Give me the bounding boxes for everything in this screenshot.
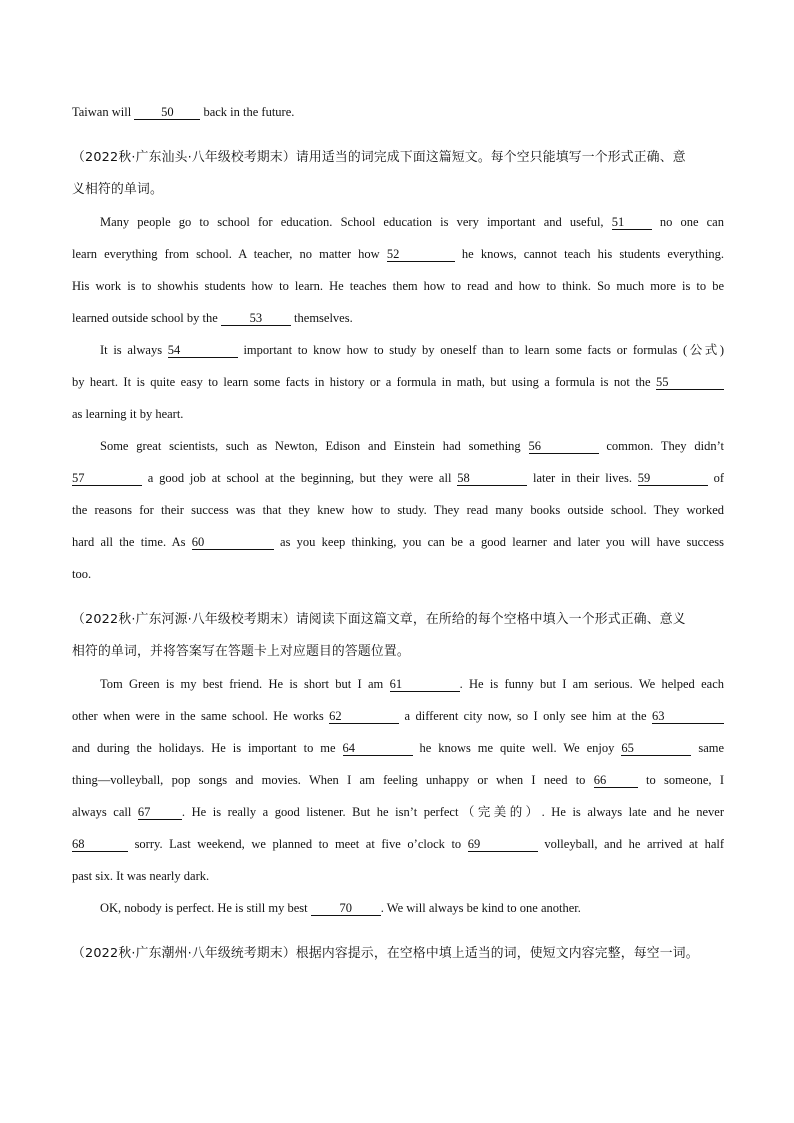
section1-heading-line2: 义相符的单词。 — [72, 182, 163, 197]
s1-text: Many people go to school for education. School education is very important and useful, — [100, 215, 612, 229]
answer-blank-61[interactable]: 61 — [390, 677, 460, 692]
answer-blank-68[interactable]: 68 — [72, 837, 128, 852]
s1-line-7 — [72, 398, 724, 430]
s2-text: past six. It was nearly dark. — [72, 869, 210, 883]
answer-blank-54[interactable]: 54 — [168, 343, 238, 358]
s1-line-2 — [72, 238, 724, 270]
s1-text: learned outside school by the — [72, 311, 221, 325]
s2-text: OK, nobody is perfect. He is still my best — [100, 901, 311, 915]
s1-text: a good job at school at the beginning, but they were all — [142, 471, 458, 485]
s2-text: other when were in the same school. He works — [72, 709, 330, 723]
section3-heading: （2022秋·广东潮州·八年级统考期末）根据内容提示，在空格中填上适当的词，使短文内容完整，每空一词。 — [72, 946, 699, 961]
s2-text: and during the holidays. He is important to me — [72, 741, 343, 755]
answer-blank-69[interactable]: 69 — [468, 837, 538, 852]
answer-blank-64[interactable]: 64 — [343, 741, 413, 756]
s2-text: same — [691, 741, 724, 755]
s2-text: volleyball, and he arrived at half — [537, 837, 724, 851]
s1-text: as you keep thinking, you can be a good learner and later you will have success — [273, 535, 724, 549]
s2-text: a different city now, so I only see him at the — [399, 709, 652, 723]
answer-blank-52[interactable]: 52 — [387, 247, 455, 262]
answer-blank-63[interactable]: 63 — [652, 709, 724, 724]
section1-heading-line1: （2022秋·广东汕头·八年级校考期末）请用适当的词完成下面这篇短文。每个空只能填写一个形式正确、意 — [72, 150, 686, 165]
s2-text: . We will always be kind to one another. — [380, 901, 581, 915]
answer-blank-53[interactable]: 53 — [221, 311, 291, 326]
intro-after: back in the future. — [200, 105, 295, 119]
s1-text: Some great scientists, such as Newton, Edison and Einstein had something — [100, 439, 529, 453]
answer-blank-56[interactable]: 56 — [529, 439, 599, 454]
s1-text: by heart. It is quite easy to learn some facts in history or a formula in math, but using a formula is not the — [72, 375, 656, 389]
intro-before: Taiwan will — [72, 105, 135, 119]
answer-blank-50[interactable]: 50 — [134, 105, 200, 120]
s1-text: no one can — [651, 215, 724, 229]
s2-text: to someone, I — [637, 773, 724, 787]
s1-line-11 — [72, 526, 724, 558]
answer-blank-65[interactable]: 65 — [621, 741, 691, 756]
s2-line-6 — [72, 828, 724, 860]
answer-blank-51[interactable]: 51 — [612, 215, 652, 230]
section2-heading-line2: 相符的单词，并将答案写在答题卡上对应题目的答题位置。 — [72, 644, 410, 659]
answer-blank-59[interactable]: 59 — [638, 471, 708, 486]
s2-line-4 — [72, 764, 724, 796]
s1-text: common. They didn’t — [598, 439, 724, 453]
s1-text: It is always — [100, 343, 168, 357]
section1-passage — [72, 206, 724, 590]
s2-line-8 — [72, 892, 724, 924]
s1-text: important to know how to study by oneself than to learn some facts or formulas (公式) — [237, 343, 724, 357]
answer-blank-57[interactable]: 57 — [72, 471, 142, 486]
s2-text: . He is funny but I am serious. We helped each — [459, 677, 724, 691]
section2-heading-line1: （2022秋·广东河源·八年级校考期末）请阅读下面这篇文章，在所给的每个空格中填入一个形式正确、意义 — [72, 612, 686, 627]
s1-text: learn everything from school. A teacher, no matter how — [72, 247, 387, 261]
s2-line-7 — [72, 860, 724, 892]
s1-text: as learning it by heart. — [72, 407, 184, 421]
s2-line-5 — [72, 796, 724, 828]
answer-blank-67[interactable]: 67 — [138, 805, 182, 820]
s1-text: of — [707, 471, 724, 485]
s2-text: Tom Green is my best friend. He is short but I am — [100, 677, 390, 691]
s1-line-9 — [72, 462, 724, 494]
s1-line-8 — [72, 430, 724, 462]
document-page — [72, 96, 724, 970]
answer-blank-66[interactable]: 66 — [594, 773, 638, 788]
s2-line-3 — [72, 732, 724, 764]
answer-blank-62[interactable]: 62 — [329, 709, 399, 724]
intro-line — [72, 96, 724, 128]
s1-text: too. — [72, 567, 92, 581]
s2-text: thing—volleyball, pop songs and movies. When I am feeling unhappy or when I need to — [72, 773, 594, 787]
s2-text: . He is really a good listener. But he isn’t perfect（完美的）. He is always late and he never — [181, 805, 724, 819]
s1-line-6 — [72, 366, 724, 398]
s1-text: he knows, cannot teach his students everything. — [454, 247, 724, 261]
s1-line-4 — [72, 302, 724, 334]
s1-line-5 — [72, 334, 724, 366]
s1-line-10 — [72, 494, 724, 526]
s1-text: themselves. — [290, 311, 353, 325]
s1-text: later in their lives. — [527, 471, 638, 485]
s2-text: always call — [72, 805, 138, 819]
s1-line-3 — [72, 270, 724, 302]
s1-text: the reasons for their success was that they knew how to study. They read many books outside school. They worked — [72, 503, 724, 517]
s1-text: His work is to showhis students how to learn. He teaches them how to read and how to think. So much more is to be — [72, 279, 724, 293]
s2-line-1 — [72, 668, 724, 700]
answer-blank-55[interactable]: 55 — [656, 375, 724, 390]
s1-line-1 — [72, 206, 724, 238]
answer-blank-58[interactable]: 58 — [457, 471, 527, 486]
answer-blank-60[interactable]: 60 — [192, 535, 274, 550]
answer-blank-70[interactable]: 70 — [311, 901, 381, 916]
s2-line-2 — [72, 700, 724, 732]
s1-line-12 — [72, 558, 724, 590]
s1-text: hard all the time. As — [72, 535, 192, 549]
section2-passage — [72, 668, 724, 924]
s2-text: he knows me quite well. We enjoy — [412, 741, 622, 755]
s2-text: sorry. Last weekend, we planned to meet at five o’clock to — [128, 837, 468, 851]
